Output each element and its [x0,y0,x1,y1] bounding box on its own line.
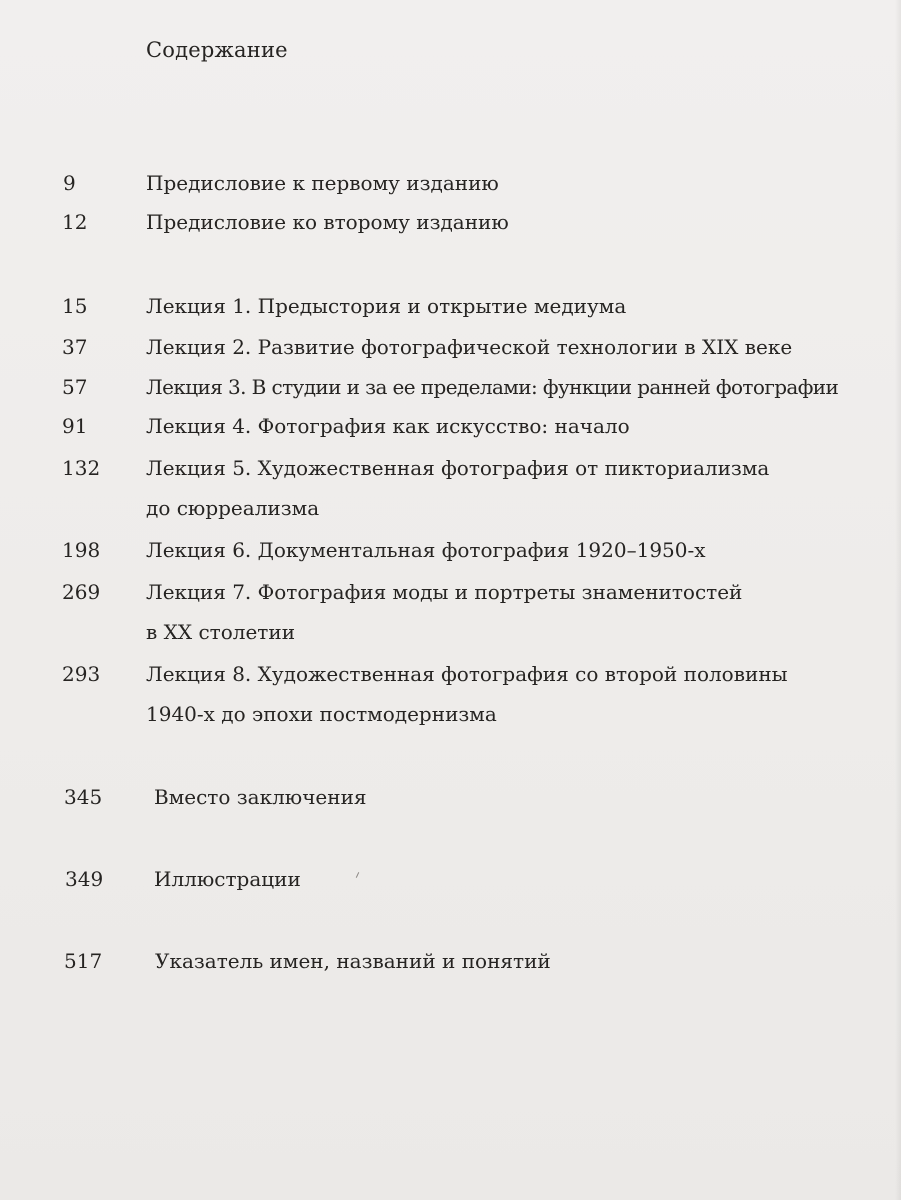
toc-title-line: Указатель имен, названий и понятий [155,949,551,973]
toc-title [146,286,876,326]
toc-title-line: Лекция 1. Предыстория и открытие медиума [146,294,627,318]
toc-page-number: 517 [64,949,103,973]
page-edge-shadow [895,0,901,1200]
toc-title [146,406,876,446]
toc-page-number: 15 [62,294,88,318]
toc-title-line: в XX столетии [146,620,296,644]
toc-page-number: 293 [62,662,101,686]
toc-title-line: Вместо заключения [154,785,367,809]
toc-page-number: 269 [62,580,101,604]
toc-title-line: Иллюстрации [154,867,301,891]
toc-title-line: 1940-х до эпохи постмодернизма [146,702,497,726]
toc-title-line: Лекция 3. В студии и за ее пределами: функции ранней фотографии [146,375,839,399]
toc-title-line: Лекция 6. Документальная фотография 1920–1950-х [146,538,706,562]
toc-title [146,202,876,242]
toc-title-line: Предисловие к первому изданию [146,171,499,195]
toc-title [146,530,876,570]
toc-page-number: 9 [63,171,76,195]
toc-page-number: 37 [62,335,88,359]
toc-page-number: 57 [62,375,88,399]
toc-title [155,941,885,981]
toc-title-line: Предисловие ко второму изданию [146,210,509,234]
toc-page-number: 349 [65,867,104,891]
toc-title [154,777,884,817]
toc-title-line: Лекция 7. Фотография моды и портреты знаменитостей [146,580,743,604]
page-title: Содержание [146,38,288,62]
toc-title-line: до сюрреализма [146,496,320,520]
toc-title [146,572,876,652]
toc-title-line: Лекция 2. Развитие фотографической технологии в XIX веке [146,335,793,359]
toc-title [146,448,876,528]
toc-title [146,327,876,367]
toc-title [146,367,876,407]
toc-title-line: Лекция 8. Художественная фотография со второй половины [146,662,788,686]
toc-title [146,654,876,734]
toc-page-number: 91 [62,414,88,438]
toc-title [146,163,876,203]
toc-title [154,859,884,899]
toc-page-number: 132 [62,456,101,480]
toc-page-number: 198 [62,538,101,562]
toc-page-number: 345 [64,785,103,809]
toc-page-number: 12 [62,210,88,234]
toc-title-line: Лекция 4. Фотография как искусство: начало [146,414,630,438]
toc-title-line: Лекция 5. Художественная фотография от пикториализма [146,456,770,480]
